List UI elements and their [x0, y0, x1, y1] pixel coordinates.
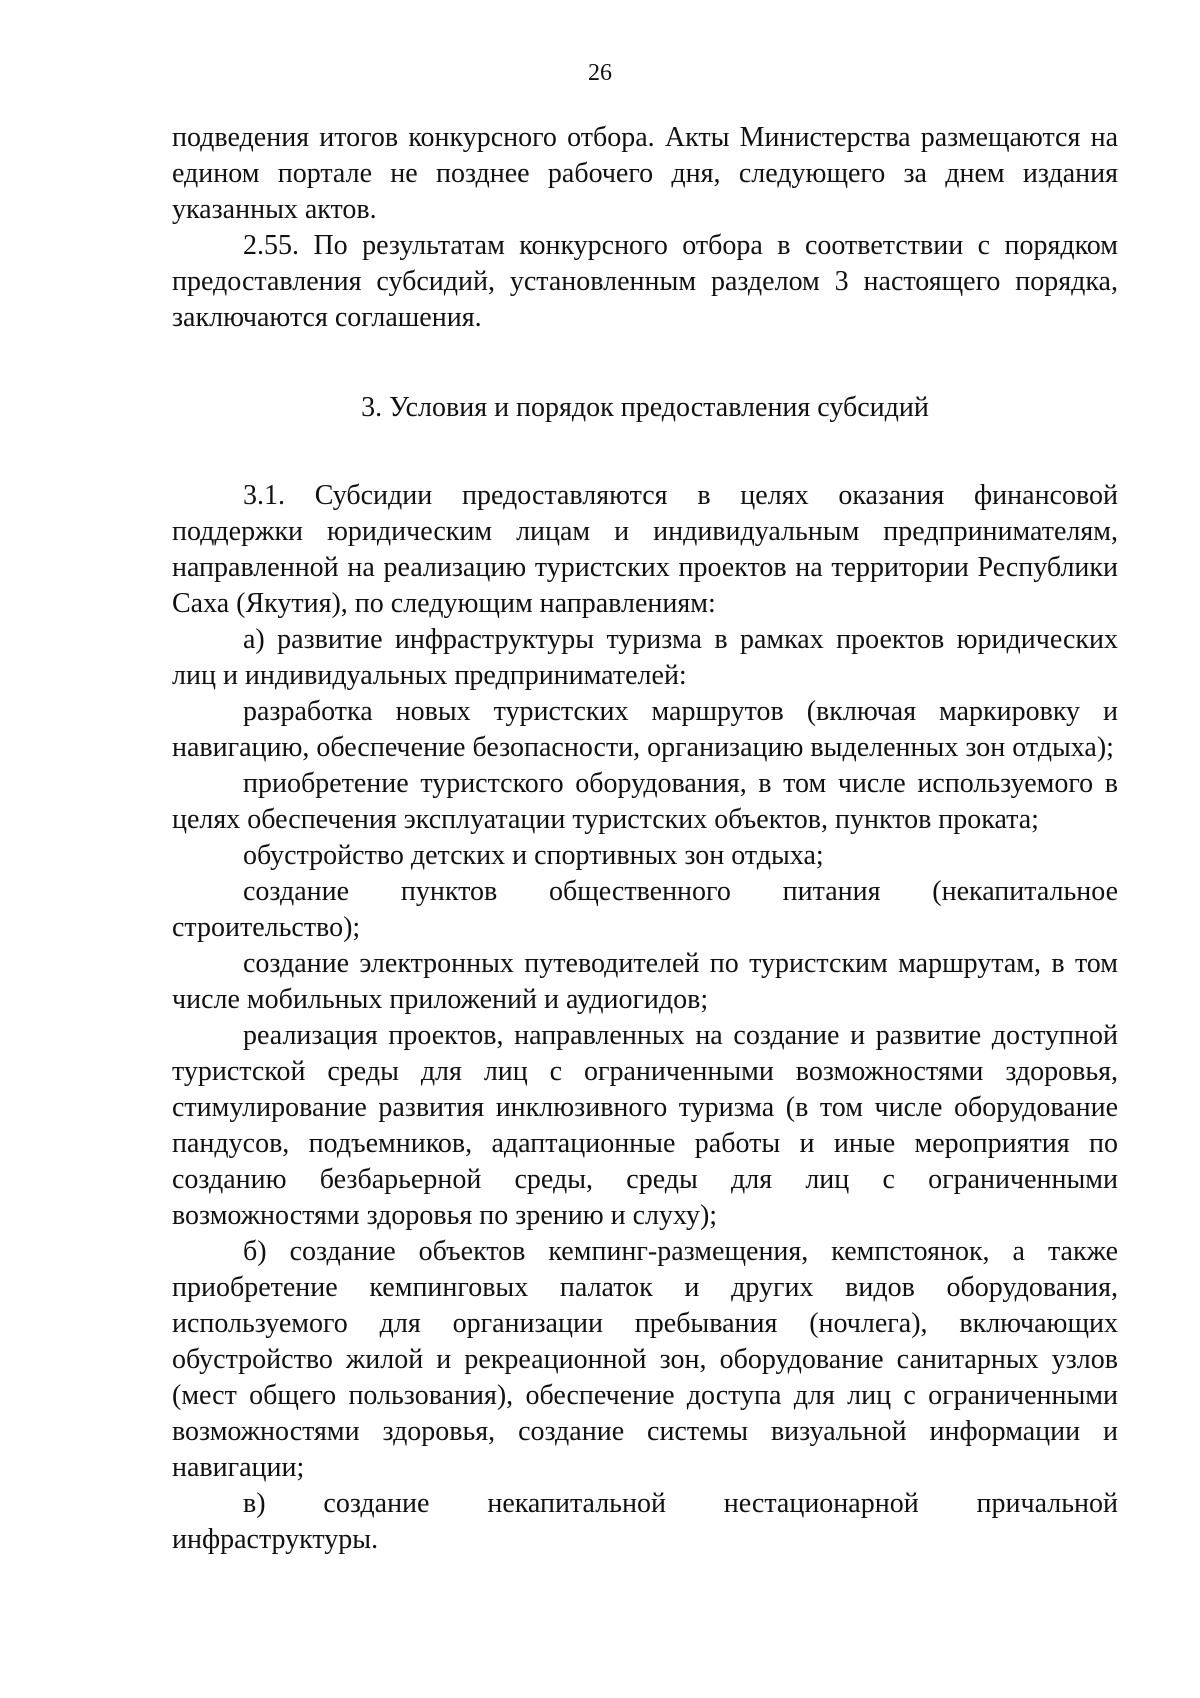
paragraph-rest-zones: обустройство детских и спортивных зон отдыха; [243, 840, 824, 871]
paragraph-catering: создание пунктов общественного питания (некапитальное строительство); [172, 876, 1118, 943]
section-heading: 3. Условия и порядок предоставления субсидий [361, 392, 929, 423]
page-number: 26 [588, 60, 612, 86]
paragraph-equipment: приобретение туристского оборудования, в том числе используемого в целях обеспечения эксплуатации туристских объектов, пунктов проката; [172, 768, 1118, 835]
paragraph-continuation: подведения итогов конкурсного отбора. Акты Министерства размещаются на едином портале не позднее рабочего дня, следующего за днем издания указанных актов. [172, 122, 1118, 225]
document-body [172, 120, 1118, 1558]
paragraph-new-routes: разработка новых туристских маршрутов (включая маркировку и навигацию, обеспечение безопасности, организацию выделенных зон отдыха); [172, 696, 1118, 763]
paragraph-item-v: в) создание некапитальной нестационарной причальной инфраструктуры. [172, 1488, 1118, 1555]
paragraph-accessible-environment: реализация проектов, направленных на создание и развитие доступной туристской среды для лиц с ограниченными возможностями здоровья, стимулирование развития инклюзивного туризма (в том числе оборудование пандусов, подъемников, адаптационные работы и иные мероприятия по созданию безбарьерной среды, среды для лиц с ограниченными возможностями здоровья по зрению и слуху); [172, 1020, 1118, 1231]
paragraph-3-1: 3.1. Субсидии предоставляются в целях оказания финансовой поддержки юридическим лицам и индивидуальным предпринимателям, направленной на реализацию туристских проектов на территории Республики Саха (Якутия), по следующим направлениям: [172, 480, 1118, 619]
paragraph-item-b: б) создание объектов кемпинг-размещения, кемпстоянок, а также приобретение кемпинговых палаток и других видов оборудования, используемого для организации пребывания (ночлега), включающих обустройство жилой и рекреационной зон, оборудование санитарных узлов (мест общего пользования), обеспечение доступа для лиц с ограниченными возможностями здоровья, создание системы визуальной информации и навигации; [172, 1236, 1118, 1483]
paragraph-e-guides: создание электронных путеводителей по туристским маршрутам, в том числе мобильных приложений и аудиогидов; [172, 948, 1118, 1015]
paragraph-item-a: а) развитие инфраструктуры туризма в рамках проектов юридических лиц и индивидуальных предпринимателей: [172, 624, 1118, 691]
paragraph-2-55: 2.55. По результатам конкурсного отбора в соответствии с порядком предоставления субсидий, установленным разделом 3 настоящего порядка, заключаются соглашения. [172, 230, 1118, 333]
